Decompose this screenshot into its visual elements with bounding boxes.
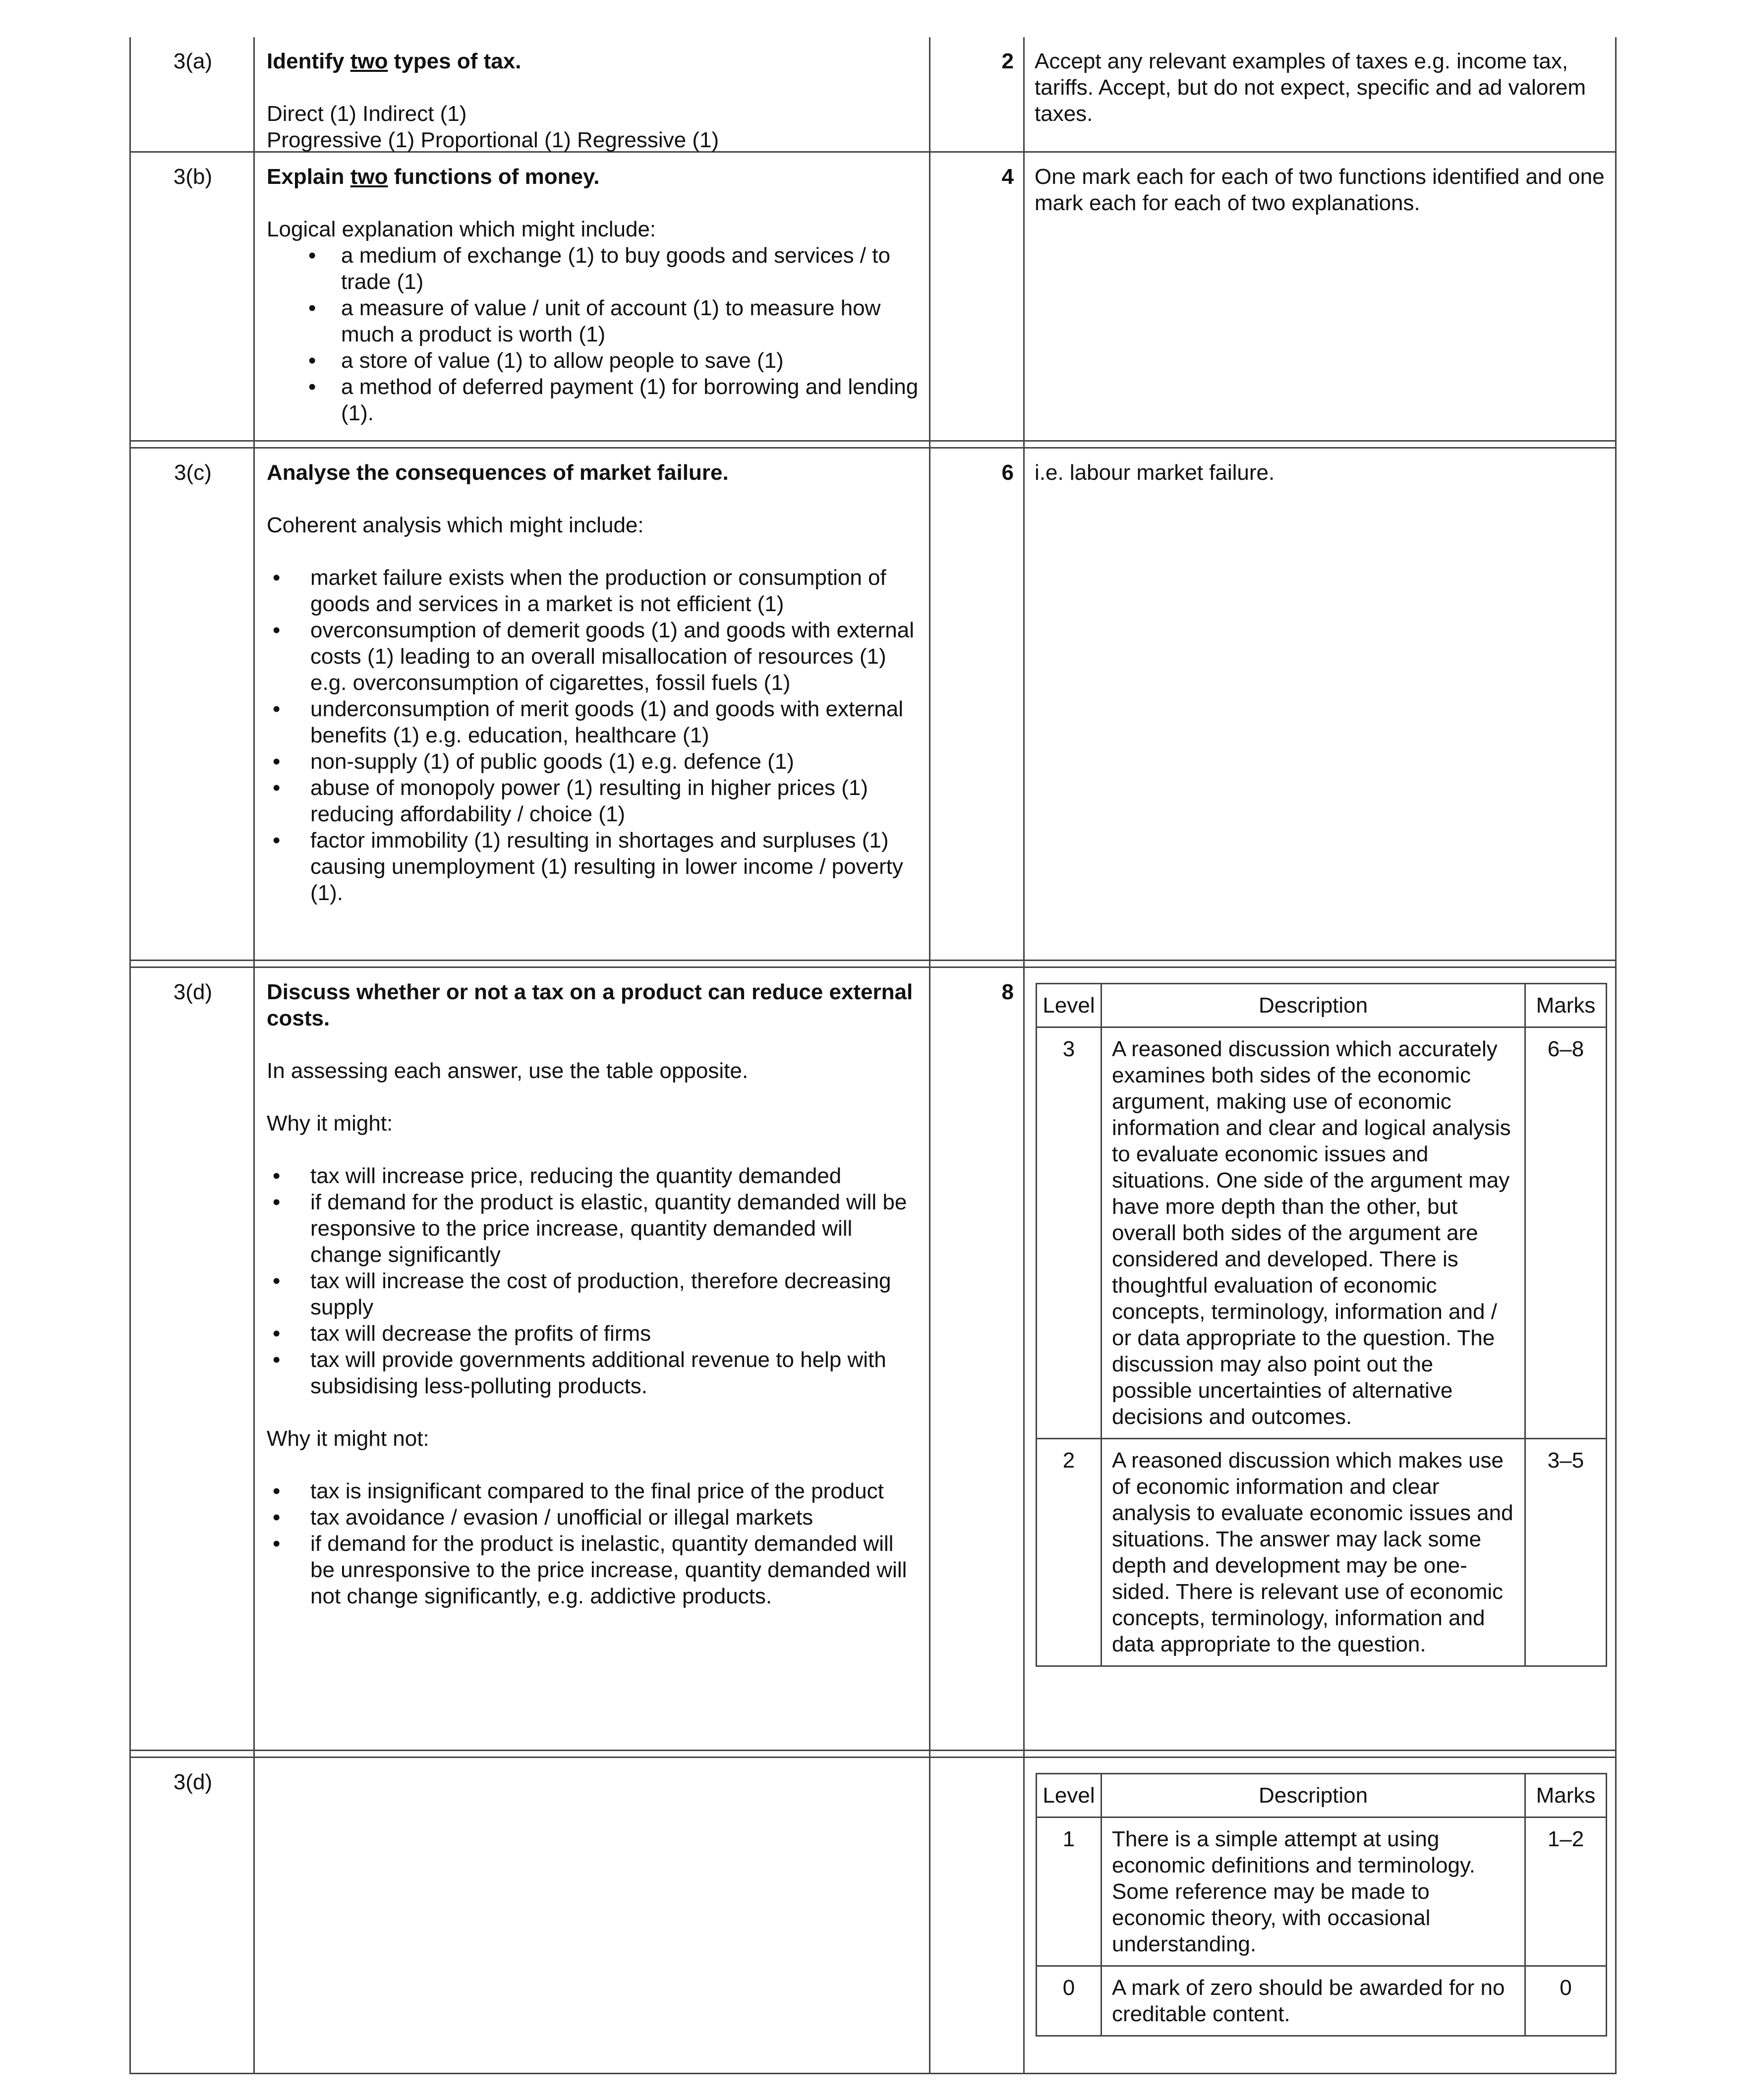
list-item: • tax is insignificant compared to the final price of the product (267, 1478, 921, 1504)
level-number: 2 (1037, 1439, 1102, 1665)
list-item: • a medium of exchange (1) to buy goods and services / to trade (1) (267, 242, 921, 295)
marks-value: 6 (1001, 460, 1014, 485)
list-item: • tax avoidance / evasion / unofficial or illegal markets (267, 1504, 921, 1531)
answer-cell (255, 37, 930, 153)
list-item: • non-supply (1) of public goods (1) e.g. defence (1) (267, 748, 921, 775)
level-description: A mark of zero should be awarded for no creditable content. (1102, 1967, 1526, 2035)
why-bullets (267, 1163, 921, 1399)
level-table-header (1037, 984, 1606, 1026)
row-3c (129, 449, 1617, 968)
level-description: A reasoned discussion which makes use of economic information and clear analysis to evaluate economic issues and situations. The answer may lack some depth and development may be one-sided. There is relevant use of economic concepts, terminology, information and data appropriate to the question. (1102, 1439, 1526, 1665)
header-level: Level (1037, 1774, 1102, 1816)
level-number: 0 (1037, 1967, 1102, 2035)
header-marks: Marks (1536, 993, 1596, 1018)
row-3a (129, 37, 1617, 153)
question-text-part: Identify (267, 49, 350, 73)
answer-bullets (267, 565, 921, 906)
answer-intro: Coherent analysis which might include: (267, 513, 644, 537)
answer-cell (255, 968, 930, 1758)
question-text (267, 164, 921, 190)
list-item: • tax will decrease the profits of firms (267, 1320, 921, 1347)
answer-intro: In assessing each answer, use the table opposite. (267, 1059, 749, 1083)
level-table-header (1037, 1774, 1606, 1816)
list-item: • a measure of value / unit of account (1) to measure how much a product is worth (1) (267, 295, 921, 347)
question-text-part: Explain (267, 165, 350, 189)
answer-intro: Logical explanation which might include: (267, 217, 656, 241)
list-item: • underconsumption of merit goods (1) and goods with external benefits (1) e.g. education, healthcare (1) (267, 696, 921, 748)
question-number: 3(d) (173, 1770, 213, 1794)
guidance-cell (1025, 968, 1617, 1758)
marks-value: 8 (1001, 980, 1014, 1004)
level-marks: 1–2 (1547, 1827, 1584, 1851)
why-not-bullets (267, 1478, 921, 1609)
guidance-text: One mark each for each of two functions identified and one mark each for each of two explanations. (1035, 165, 1605, 215)
level-table (1036, 1773, 1607, 2037)
level-number: 1 (1037, 1818, 1102, 1965)
row-3b (129, 153, 1617, 449)
level-number: 3 (1037, 1028, 1102, 1438)
level-row (1037, 1965, 1606, 2035)
question-text: Discuss whether or not a tax on a product can reduce external costs. (267, 980, 913, 1030)
list-item: • tax will increase the cost of production, therefore decreasing supply (267, 1268, 921, 1320)
why-label: Why it might: (267, 1111, 393, 1135)
question-number: 3(a) (173, 49, 213, 73)
question-number: 3(c) (174, 460, 212, 485)
level-description: There is a simple attempt at using economic definitions and terminology. Some reference may be made to economic theory, with occasional understanding. (1102, 1818, 1526, 1965)
question-text (267, 48, 921, 74)
answer-cell (255, 449, 930, 968)
why-not-label: Why it might not: (267, 1426, 429, 1451)
answer-line: Direct (1) Indirect (1) (267, 102, 467, 126)
level-description: A reasoned discussion which accurately examines both sides of the economic argument, making use of economic information and clear and logical analysis to evaluate economic issues and situations. One side of the argument may have more depth than the other, but overall both sides of the argument are considered and developed. There is thoughtful evaluation of economic concepts, terminology, information and / or data appropriate to the question. The discussion may also point out the possible uncertainties of alternative decisions and outcomes. (1102, 1028, 1526, 1438)
row-3d-continued (129, 1758, 1617, 2074)
list-item: • factor immobility (1) resulting in shortages and surpluses (1) causing unemployment (1) resulting in lower income / poverty (1). (267, 827, 921, 906)
list-item: • market failure exists when the production or consumption of goods and services in a market is not efficient (1) (267, 565, 921, 617)
level-row (1037, 1026, 1606, 1438)
level-marks: 0 (1560, 1976, 1572, 2000)
list-item: • a store of value (1) to allow people to save (1) (267, 347, 921, 374)
guidance-text: Accept any relevant examples of taxes e.g. income tax, tariffs. Accept, but do not expect, specific and ad valorem taxes. (1035, 49, 1586, 126)
list-item: • a method of deferred payment (1) for borrowing and lending (1). (267, 374, 921, 426)
marks-value: 4 (1001, 165, 1014, 189)
question-number: 3(b) (173, 165, 213, 189)
question-text-emphasis: two (350, 49, 388, 73)
answer-cell (255, 153, 930, 449)
header-description: Description (1102, 984, 1526, 1026)
divider (929, 1758, 930, 2074)
list-item: • tax will provide governments additional revenue to help with subsidising less-polluting products. (267, 1347, 921, 1399)
level-table (1036, 983, 1607, 1667)
guidance-text: i.e. labour market failure. (1035, 460, 1275, 485)
header-description: Description (1102, 1774, 1526, 1816)
question-text: Analyse the consequences of market failure. (267, 460, 729, 485)
question-number: 3(d) (173, 980, 213, 1004)
list-item: • if demand for the product is inelastic, quantity demanded will be unresponsive to the price increase, quantity demanded will not change significantly, e.g. addictive products. (267, 1531, 921, 1609)
level-row (1037, 1816, 1606, 1965)
list-item: • if demand for the product is elastic, quantity demanded will be responsive to the price increase, quantity demanded will change significantly (267, 1189, 921, 1268)
level-row (1037, 1438, 1606, 1665)
list-item: • abuse of monopoly power (1) resulting in higher prices (1) reducing affordability / choice (1) (267, 775, 921, 827)
question-text-part: types of tax. (388, 49, 522, 73)
mark-scheme-page (129, 0, 1617, 2074)
list-item: • tax will increase price, reducing the quantity demanded (267, 1163, 921, 1189)
header-marks: Marks (1536, 1783, 1596, 1808)
marks-value: 2 (1001, 49, 1014, 73)
guidance-cell (1025, 1758, 1617, 2074)
level-marks: 6–8 (1547, 1037, 1584, 1061)
answer-bullets (267, 242, 921, 426)
header-level: Level (1037, 984, 1102, 1026)
question-text-part: functions of money. (388, 165, 600, 189)
question-text-emphasis: two (350, 165, 388, 189)
row-3d (129, 968, 1617, 1758)
answer-line: Progressive (1) Proportional (1) Regressive (1) (267, 128, 719, 152)
list-item: • overconsumption of demerit goods (1) and goods with external costs (1) leading to an overall misallocation of resources (1) e.g. overconsumption of cigarettes, fossil fuels (1) (267, 617, 921, 696)
level-marks: 3–5 (1547, 1448, 1584, 1473)
